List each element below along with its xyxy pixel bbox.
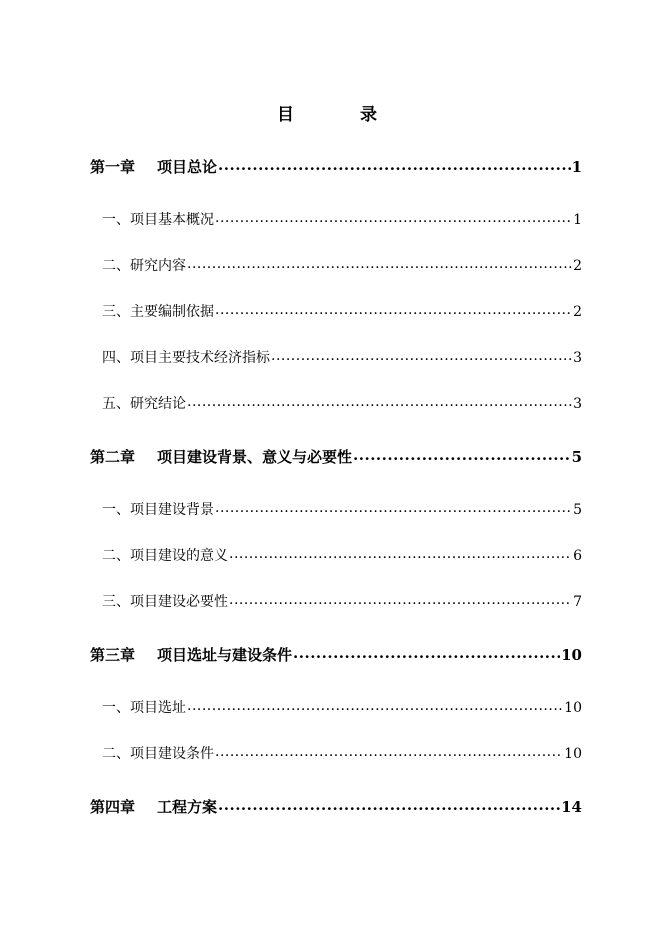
toc-entry-chapter-4[interactable] [90, 796, 582, 817]
toc-entry-section-1-3[interactable] [90, 301, 582, 321]
chapter-number: 第三章 [90, 646, 136, 664]
toc-entry-section-2-2[interactable] [90, 545, 582, 565]
toc-entry-chapter-3[interactable] [90, 644, 582, 665]
chapter-number: 第一章 [90, 158, 136, 176]
toc-entry-label: 二、项目建设条件 [102, 746, 214, 762]
toc-entry-chapter-2[interactable] [90, 446, 582, 467]
toc-entry-section-1-4[interactable] [90, 347, 582, 367]
dot-leader [293, 645, 560, 660]
page-number: 5 [571, 448, 582, 466]
page-number: 1 [571, 158, 582, 176]
dot-leader [218, 797, 560, 812]
page-number: 1 [573, 212, 582, 228]
toc-entry-label: 五、研究结论 [102, 396, 186, 412]
toc-entry-label: 二、项目建设的意义 [102, 548, 228, 564]
toc-entry-label: 二、研究内容 [102, 258, 186, 274]
toc-entry-label: 三、主要编制依据 [102, 304, 214, 320]
toc-entry-label: 三、项目建设必要性 [102, 594, 228, 610]
toc-entry-section-3-2[interactable] [90, 743, 582, 763]
page-number: 2 [573, 304, 582, 320]
dot-leader [218, 157, 571, 172]
toc-entry-section-2-3[interactable] [90, 591, 582, 611]
chapter-number: 第四章 [90, 798, 136, 816]
dot-leader [353, 447, 571, 462]
page-number: 10 [564, 746, 582, 762]
page-number: 10 [561, 646, 582, 664]
dot-leader [187, 698, 563, 712]
dot-leader [187, 256, 572, 270]
page-number: 6 [573, 548, 582, 564]
chapter-title: 项目建设背景、意义与必要性 [157, 448, 353, 466]
page-number: 3 [573, 396, 582, 412]
chapter-title: 项目总论 [157, 158, 218, 176]
page-number: 3 [573, 350, 582, 366]
toc-entry-section-1-2[interactable] [90, 255, 582, 275]
toc-entry-label: 一、项目建设背景 [102, 502, 214, 518]
toc-entry-section-1-5[interactable] [90, 393, 582, 413]
dot-leader [271, 348, 572, 362]
toc-entry-section-1-1[interactable] [90, 209, 582, 229]
dot-leader [187, 394, 572, 408]
page-number: 10 [564, 700, 582, 716]
toc-entry-label: 一、项目基本概况 [102, 212, 214, 228]
toc-title: 目 录 [277, 105, 407, 125]
toc-entry-section-3-1[interactable] [90, 697, 582, 717]
toc-entry-section-2-1[interactable] [90, 499, 582, 519]
chapter-number: 第二章 [90, 448, 136, 466]
dot-leader [215, 744, 563, 758]
dot-leader [215, 210, 572, 224]
toc-entry-label: 一、项目选址 [102, 700, 186, 716]
toc-entry-label [90, 156, 217, 177]
dot-leader [215, 302, 572, 316]
chapter-title: 工程方案 [157, 798, 218, 816]
page-number: 7 [573, 594, 582, 610]
chapter-title: 项目选址与建设条件 [157, 646, 293, 664]
dot-leader [229, 592, 572, 606]
page-number: 2 [573, 258, 582, 274]
toc-entry-label [90, 644, 292, 665]
toc-entry-label: 四、项目主要技术经济指标 [102, 350, 270, 366]
dot-leader [215, 500, 572, 514]
toc-entry-label [90, 796, 217, 817]
page-number: 5 [573, 502, 582, 518]
dot-leader [229, 546, 572, 560]
toc-entry-label [90, 446, 352, 467]
toc-entry-chapter-1[interactable] [90, 156, 582, 177]
page-number: 14 [561, 798, 582, 816]
